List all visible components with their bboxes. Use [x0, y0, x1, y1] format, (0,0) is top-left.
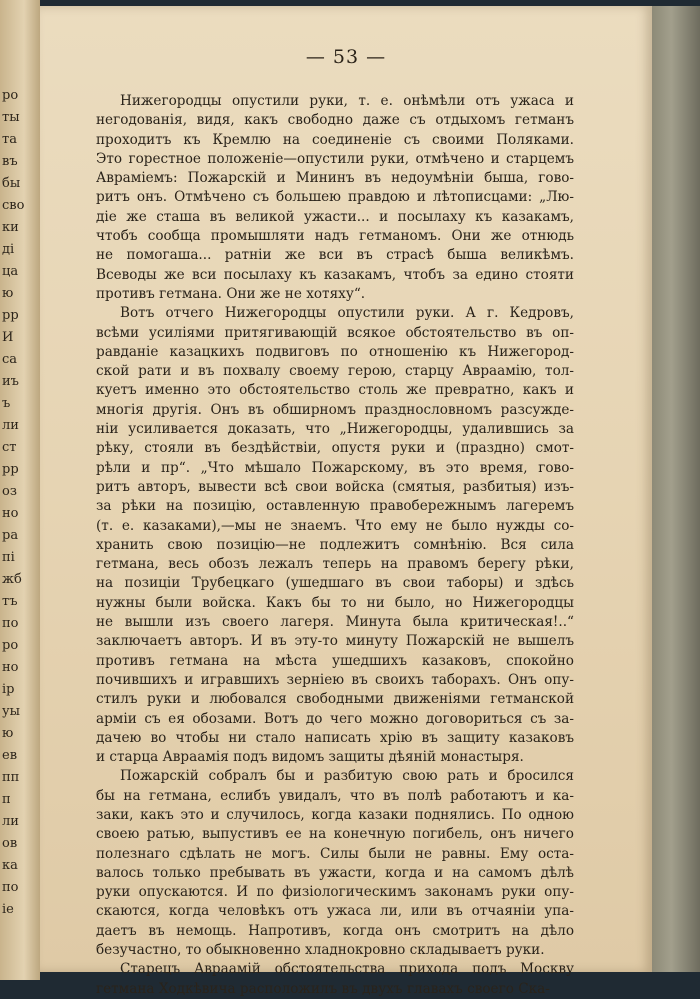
- text-line: нужны были войска. Какъ бы то ни было, но Нижегородцы: [96, 594, 574, 611]
- left-page-fragment: бы: [2, 176, 21, 191]
- left-page-fragment: ки: [2, 220, 19, 235]
- text-line: даетъ въ немощь. Напротивъ, когда онъ смотритъ на дѣло: [96, 922, 574, 939]
- text-line: скаются, когда человѣкъ отъ ужаса ли, или въ отчаяніи упа-: [96, 903, 574, 920]
- left-page-fragment: И: [2, 330, 14, 345]
- left-page-fragment: ро: [2, 638, 19, 653]
- text-line: безучастно, то обыкновенно хладнокровно складываетъ руки.: [96, 942, 545, 959]
- text-line: равданіе казацкихъ подвиговъ по отношенію къ Нижегород-: [96, 343, 574, 360]
- left-page-fragment: ов: [2, 836, 18, 851]
- text-line: (т. е. казаками),—мы не знаемъ. Что ему не было нужды со-: [96, 517, 574, 534]
- left-page-fragment: но: [2, 506, 19, 521]
- text-line: противъ гетмана на мѣста ушедшихъ казаковъ, спокойно: [96, 652, 574, 669]
- left-page-fragment: та: [2, 132, 17, 147]
- text-line: валось только пребывать въ ужасти, когда и на самомъ дѣлѣ: [96, 864, 574, 881]
- text-line: рѣли и пр“. „Что мѣшало Пожарскому, въ это время, гово-: [96, 459, 574, 476]
- text-line: негодованія, видя, какъ свободно даже съ отдыхомъ гетманъ: [96, 112, 574, 129]
- text-line: рѣку, стояли въ бездѣйствіи, опустя руки и (праздно) смот-: [96, 440, 574, 457]
- paragraph: [96, 92, 574, 304]
- text-line: проходитъ къ Кремлю на соединеніе съ своими Поляками.: [96, 131, 574, 148]
- left-page-fragment: ца: [2, 264, 19, 279]
- text-line: бы на гетмана, еслибъ увидалъ, что въ полѣ работаютъ и ка-: [96, 787, 574, 804]
- left-page-fragment: рр: [2, 308, 19, 323]
- text-line: Пожарскій собралъ бы и разбитую свою рать и бросился: [120, 768, 574, 785]
- text-line: заключаетъ авторъ. И въ эту-то минуту Пожарскій не вышелъ: [96, 633, 574, 650]
- page-block-edge: [652, 6, 700, 972]
- text-line: на позиціи Трубецкаго (ушедшаго въ свои таборы) и здѣсь: [96, 575, 574, 592]
- left-page-fragment: ір: [2, 682, 15, 697]
- left-page-fragment: ро: [2, 88, 19, 103]
- text-line: не вышли изъ своего лагеря. Минута была критическая!..“: [96, 614, 574, 631]
- page-text: [96, 92, 574, 999]
- text-line: и старца Авраамія подъ видомъ защиты дѣяній монастыря.: [96, 749, 524, 766]
- text-line: противъ гетмана. Они же не хотяху“.: [96, 285, 366, 302]
- text-line: гетмана, весь обозъ лежалъ теперь на правомъ берегу рѣки,: [96, 556, 574, 573]
- left-page-fragment: сво: [2, 198, 25, 213]
- text-line: руки опускаются. И по физіологическимъ законамъ руки опу-: [96, 884, 574, 901]
- text-line: Всеводы же вси посылаху къ казакамъ, чтобъ за едино стояти: [96, 266, 574, 283]
- text-line: куетъ именно это обстоятельство столь же превратно, какъ и: [96, 382, 574, 399]
- left-page-fragment: ді: [2, 242, 15, 257]
- text-line: діе же сташа въ великой ужасти... и посылаху къ казакамъ,: [96, 208, 574, 225]
- left-page-fragment: ев: [2, 748, 18, 763]
- left-page-fragment: въ: [2, 154, 18, 169]
- text-line: многія другія. Онъ въ обширномъ празднословномъ разсужде-: [96, 401, 574, 418]
- book-page: [40, 6, 652, 997]
- text-line: ніи усиливается доказать, что „Нижегородцы, удалившись за: [96, 421, 574, 438]
- text-line: Это горестное положеніе—опустили руки, отмѣчено и старцемъ: [96, 150, 574, 167]
- text-line: стилъ руки и любовался свободными движеніями гетманской: [96, 691, 574, 708]
- text-line: за рѣки на позицію, оставленную правобережнымъ лагеремъ: [96, 498, 574, 515]
- left-page-fragment: ра: [2, 528, 19, 543]
- text-line: ритъ авторъ, вывести всѣ свои войска (смятыя, разбитыя) изъ-: [96, 478, 574, 495]
- text-line: гетмана Ходкѣвича расположилъ въ двухъ главахъ своего Ска-: [96, 980, 550, 997]
- left-page-fragment: рр: [2, 462, 19, 477]
- text-line: хранить свою позицію—не подлежитъ сомнѣнію. Вся сила: [96, 536, 574, 553]
- text-line: всѣми усиліями притягивающій всякое обстоятельство въ оп-: [96, 324, 574, 341]
- left-page-fragment: тъ: [2, 594, 18, 609]
- text-line: арміи съ ея обозами. Вотъ до чего можно договориться съ за-: [96, 710, 574, 727]
- left-page-fragment: пп: [2, 770, 20, 785]
- left-page-fragment: п: [2, 792, 11, 807]
- text-line: Авраміемъ: Пожарскій и Мининъ въ недоумѣніи быша, гово-: [96, 170, 574, 187]
- left-page-fragment: но: [2, 660, 19, 675]
- left-page-fragment: уы: [2, 704, 20, 719]
- left-page-fragment: жб: [2, 572, 22, 587]
- text-line: дачею во чтобы ни стало написать хрію въ защиту казаковъ: [96, 729, 574, 746]
- left-page-fragment: ли: [2, 814, 19, 829]
- page-number: — 53 —: [305, 46, 387, 68]
- text-line: Нижегородцы опустили руки, т. е. онѣмѣли отъ ужаса и: [120, 93, 574, 109]
- left-page-edge: [0, 0, 40, 980]
- text-line: заки, какъ это и случилось, когда казаки поднялись. По одною: [96, 806, 574, 823]
- text-line: почившихъ и игравшихъ зерніею въ своихъ таборахъ. Онъ опу-: [96, 671, 574, 688]
- left-page-fragment: іе: [2, 902, 14, 917]
- left-page-fragment: по: [2, 616, 19, 631]
- paragraph: [96, 767, 574, 960]
- left-page-fragment: по: [2, 880, 19, 895]
- text-line: ритъ онъ. Отмѣчено съ большею правдою и лѣтописцами: „Лю-: [96, 189, 574, 206]
- text-line: Старецъ Авраамій обстоятельства прихода подъ Москву: [120, 961, 574, 978]
- left-page-fragment: ъ: [2, 396, 11, 411]
- left-page-fragment: ты: [2, 110, 20, 125]
- text-line: полезнаго сдѣлать не могъ. Силы были не равны. Ему оста-: [96, 845, 574, 862]
- left-page-fragment: ю: [2, 286, 14, 301]
- left-page-fragment: ли: [2, 418, 19, 433]
- text-line: Вотъ отчего Нижегородцы опустили руки. А г. Кедровъ,: [120, 305, 574, 322]
- left-page-fragment: ю: [2, 726, 14, 741]
- left-page-fragment: оз: [2, 484, 17, 499]
- paragraph: [96, 304, 574, 767]
- left-page-fragment: пі: [2, 550, 15, 565]
- text-line: чтобъ сообща промышляти надъ гетманомъ. Они же отнюдь: [96, 228, 574, 245]
- left-page-fragment: ка: [2, 858, 18, 873]
- left-page-fragment: иъ: [2, 374, 19, 389]
- left-page-fragment: ст: [2, 440, 17, 455]
- text-line: своею ратью, выпустивъ ее на конечную погибель, онъ ничего: [96, 826, 574, 843]
- text-line: не помогаша... ратніи же вси въ страсѣ быша великѣмъ.: [96, 247, 574, 264]
- left-page-fragment: са: [2, 352, 18, 367]
- text-line: ской рати и въ похвалу своему герою, старцу Авраамію, тол-: [96, 363, 574, 380]
